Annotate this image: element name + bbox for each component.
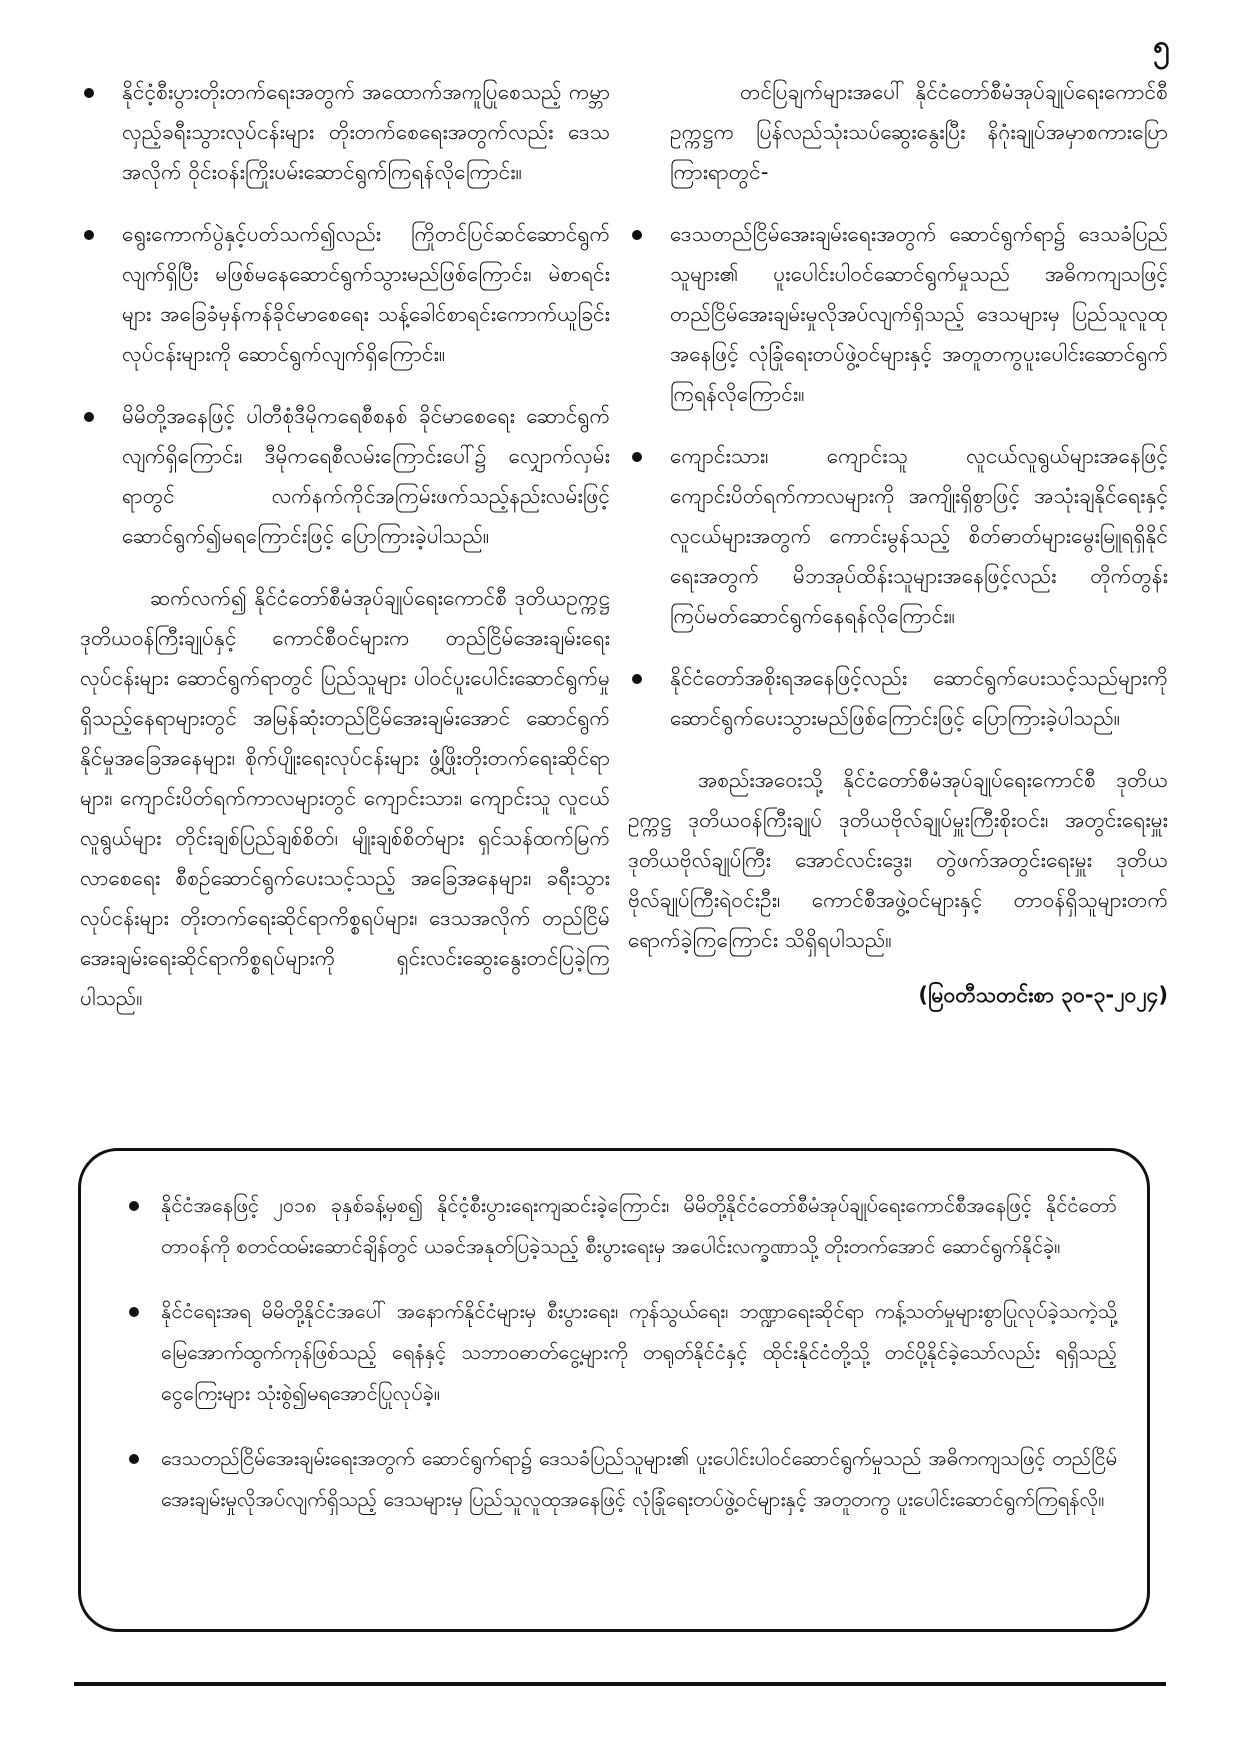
right-bullet-item: နိုင်ငံတော်အစိုးရအနေဖြင့်လည်း ဆောင်ရွက်ပေးသင့်သည်များကို ဆောင်ရွက်ပေးသွားမည်ဖြစ်ကြောင်းဖြင့် ပြောကြားခဲ့ပါသည်။ xyxy=(628,658,1168,738)
left-bullet-item: မိမိတို့အနေဖြင့် ပါတီစုံဒီမိုကရေစီစနစ် ခိုင်မာစေရေး ဆောင်ရွက်လျက်ရှိကြောင်း၊ ဒီမိုကရေစီလမ်းကြောင်းပေါ်၌ လျှောက်လှမ်းရာတွင် လက်နက်ကိုင်အကြမ်းဖက်သည့်နည်းလမ်းဖြင့် ဆောင်ရွက်၍မရကြောင်းဖြင့် ပြောကြားခဲ့ပါသည်။ xyxy=(80,396,610,556)
left-bullet-item: နိုင်ငံ့စီးပွားတိုးတက်ရေးအတွက် အထောက်အကူပြုစေသည့် ကမ္ဘာလှည့်ခရီးသွားလုပ်ငန်းများ တိုးတက်စေရေးအတွက်လည်း ဒေသအလိုက် ဝိုင်းဝန်းကြိုးပမ်းဆောင်ရွက်ကြရန်လိုကြောင်း။ xyxy=(80,72,610,192)
right-closing-paragraph: အစည်းအဝေးသို့ နိုင်ငံတော်စီမံအုပ်ချုပ်ရေးကောင်စီ ဒုတိယဥက္ကဋ္ဌ ဒုတိယဝန်ကြီးချုပ် ဒုတိယဗိုလ်ချုပ်မှူးကြီးစိုးဝင်း၊ အတွင်းရေးမှူး ဒုတိယဗိုလ်ချုပ်ကြီး အောင်လင်းဒွေး၊ တွဲဖက်အတွင်းရေးမှူး ဒုတိယဗိုလ်ချုပ်ကြီးရဲဝင်းဦး၊ ကောင်စီအဖွဲ့ဝင်များနှင့် တာဝန်ရှိသူများတက်ရောက်ခဲ့ကြကြောင်း သိရှိရပါသည်။ xyxy=(628,768,1168,952)
right-intro-paragraph: တင်ပြချက်များအပေါ် နိုင်ငံတော်စီမံအုပ်ချုပ်ရေးကောင်စီ ဥက္ကဋ္ဌက ပြန်လည်သုံးသပ်ဆွေးနွေးပြီး နိဂုံးချုပ်အမှာစကားပြောကြားရာတွင်- xyxy=(670,80,1168,184)
summary-box xyxy=(78,1148,1150,1632)
left-column xyxy=(80,72,610,1040)
right-bullet-item: ကျောင်းသား၊ ကျောင်းသူ လူငယ်လူရွယ်များအနေဖြင့် ကျောင်းပိတ်ရက်ကာလများကို အကျိုးရှိစွာဖြင့် အသုံးချနိုင်ရေးနှင့် လူငယ်များအတွက် ကောင်းမွန်သည့် စိတ်ဓာတ်များမွေးမြူရရှိနိုင်ရေးအတွက် မိဘအုပ်ထိန်းသူများအနေဖြင့်လည်း တိုက်တွန်းကြပ်မတ်ဆောင်ရွက်နေရန်လိုကြောင်း။ xyxy=(628,436,1168,636)
right-column xyxy=(628,72,1168,1013)
left-paragraph: ဆက်လက်၍ နိုင်ငံတော်စီမံအုပ်ချုပ်ရေးကောင်စီ ဒုတိယဥက္ကဋ္ဌ ဒုတိယဝန်ကြီးချုပ်နှင့် ကောင်စီဝင်များက တည်ငြိမ်အေးချမ်းရေးလုပ်ငန်းများ ဆောင်ရွက်ရာတွင် ပြည်သူများ ပါဝင်ပူးပေါင်းဆောင်ရွက်မှုရှိသည့်နေရာများတွင် အမြန်ဆုံးတည်ငြိမ်အေးချမ်းအောင် ဆောင်ရွက်နိုင်မှုအခြေအနေများ၊ စိုက်ပျိုးရေးလုပ်ငန်းများ ဖွံ့ဖြိုးတိုးတက်ရေးဆိုင်ရာများ၊ ကျောင်းပိတ်ရက်ကာလများတွင် ကျောင်းသား၊ ကျောင်းသူ လူငယ်လူရွယ်များ တိုင်းချစ်ပြည်ချစ်စိတ်၊ မျိုးချစ်စိတ်များ ရှင်သန်ထက်မြက်လာစေရေး စီစဉ်ဆောင်ရွက်ပေးသင့်သည့် အခြေအနေများ၊ ခရီးသွားလုပ်ငန်းများ တိုးတက်ရေးဆိုင်ရာကိစ္စရပ်များ၊ ဒေသအလိုက် တည်ငြိမ်အေးချမ်းရေးဆိုင်ရာကိစ္စရပ်များကို ရှင်းလင်းဆွေးနွေးတင်ပြခဲ့ကြပါသည်။ xyxy=(80,586,610,1010)
summary-bullet-item: နိုင်ငံရေးအရ မိမိတို့နိုင်ငံအပေါ် အနောက်နိုင်ငံများမှ စီးပွားရေး၊ ကုန်သွယ်ရေး၊ ဘဏ္ဍာရေးဆိုင်ရာ ကန့်သတ်မှုများစွာပြုလုပ်ခဲ့သကဲ့သို့ မြေအောက်ထွက်ကုန်ဖြစ်သည့် ရေနံနှင့် သဘာဝဓာတ်ငွေ့များကို တရုတ်နိုင်ငံနှင့် ထိုင်းနိုင်ငံတို့သို့ တင်ပို့နိုင်ခဲ့သော်လည်း ရရှိသည့်ငွေကြေးများ သုံးစွဲ၍မရအောင်ပြုလုပ်ခဲ့။ xyxy=(125,1291,1117,1414)
summary-bullet-item: နိုင်ငံအနေဖြင့် ၂၀၁၈ ခုနှစ်ခန့်မှစ၍ နိုင်ငံ့စီးပွားရေးကျဆင်းခဲ့ကြောင်း၊ မိမိတို့နိုင်ငံတော်စီမံအုပ်ချုပ်ရေးကောင်စီအနေဖြင့် နိုင်ငံတော်တာဝန်ကို စတင်ထမ်းဆောင်ချိန်တွင် ယခင်အနုတ်ပြခဲ့သည့် စီးပွားရေးမှ အပေါင်းလက္ခဏာသို့ တိုးတက်အောင် ဆောင်ရွက်နိုင်ခဲ့။ xyxy=(125,1185,1117,1267)
bottom-divider xyxy=(74,1682,1166,1686)
right-bullet-item: ဒေသတည်ငြိမ်အေးချမ်းရေးအတွက် ဆောင်ရွက်ရာ၌ ဒေသခံပြည်သူများ၏ ပူးပေါင်းပါဝင်ဆောင်ရွက်မှုသည် အဓိကကျသဖြင့် တည်ငြိမ်အေးချမ်းမှုလိုအပ်လျက်ရှိသည့် ဒေသများမှ ပြည်သူလူထုအနေဖြင့် လုံခြုံရေးတပ်ဖွဲ့ဝင်များနှင့် အတူတကွပူးပေါင်းဆောင်ရွက်ကြရန်လိုကြောင်း။ xyxy=(628,214,1168,414)
summary-bullet-item: ဒေသတည်ငြိမ်အေးချမ်းရေးအတွက် ဆောင်ရွက်ရာ၌ ဒေသခံပြည်သူများ၏ ပူးပေါင်းပါဝင်ဆောင်ရွက်မှုသည် အဓိကကျသဖြင့် တည်ငြိမ်အေးချမ်းမှုလိုအပ်လျက်ရှိသည့် ဒေသများမှ ပြည်သူလူထုအနေဖြင့် လုံခြုံရေးတပ်ဖွဲ့ဝင်များနှင့် အတူတကွ ပူးပေါင်းဆောင်ရွက်ကြရန်လို။ xyxy=(125,1438,1117,1520)
page-number: ၅ xyxy=(1153,29,1170,64)
source-citation: (မြဝတီသတင်းစာ ၃၀-၃-၂၀၂၄) xyxy=(918,983,1168,1007)
left-bullet-item: ရွေးကောက်ပွဲနှင့်ပတ်သက်၍လည်း ကြိုတင်ပြင်ဆင်ဆောင်ရွက်လျက်ရှိပြီး မဖြစ်မနေဆောင်ရွက်သွားမည်ဖြစ်ကြောင်း၊ မဲစာရင်းများ အခြေခံမှန်ကန်ခိုင်မာစေရေး သန့်ခေါင်စာရင်းကောက်ယူခြင်းလုပ်ငန်းများကို ဆောင်ရွက်လျက်ရှိကြောင်း။ xyxy=(80,214,610,374)
